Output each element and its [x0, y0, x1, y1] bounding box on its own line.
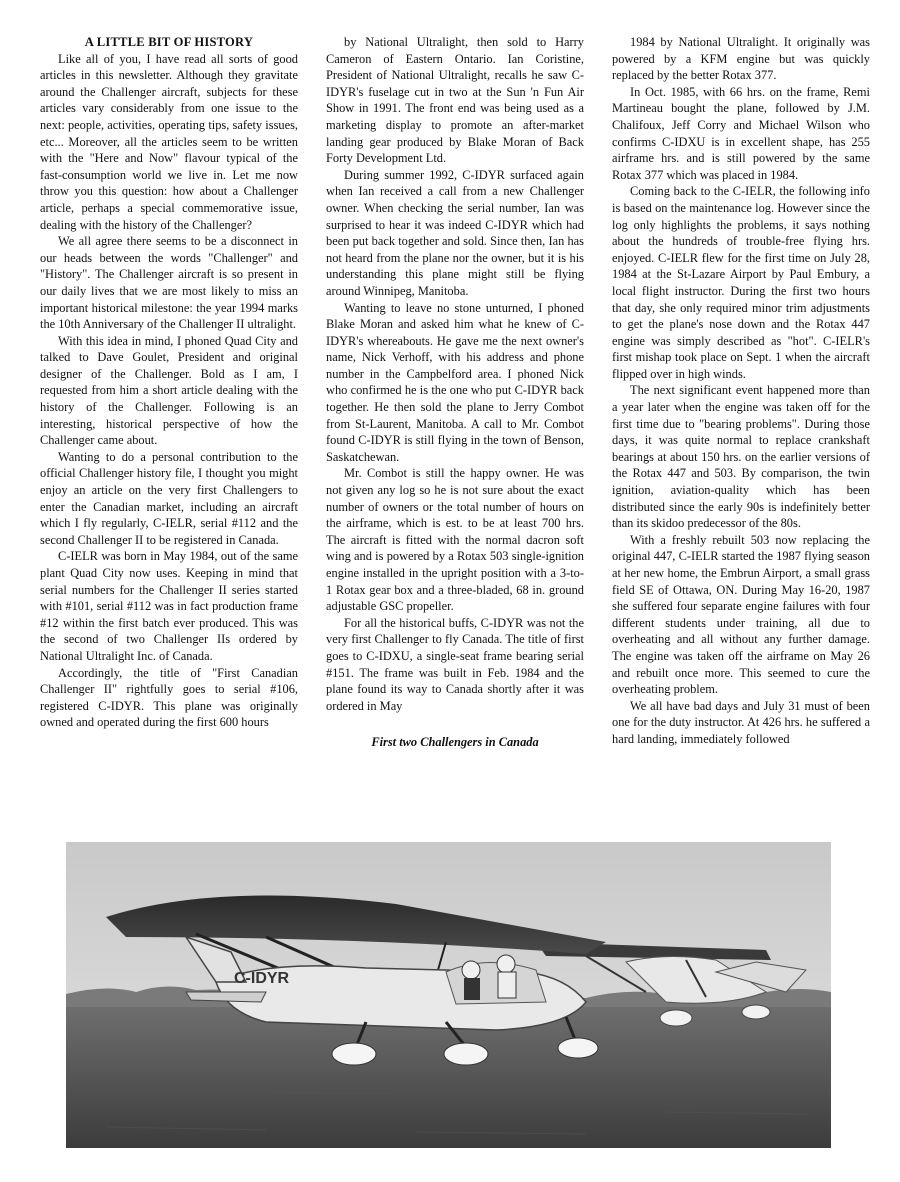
article-column-2 [326, 34, 584, 751]
article-column-1 [40, 34, 298, 731]
photo-caption: First two Challengers in Canada [371, 735, 539, 750]
paragraph: With this idea in mind, I phoned Quad City and talked to Dave Goulet, President and original designer of the Challenger. Bold as I am, I requested from him a short article dealing with the history of the Challenger. Following is an interesting, historical perspective of how the Challenger came about. [40, 333, 298, 448]
paragraph: Mr. Combot is still the happy owner. He was not given any log so he is not sure about the exact number of owners or the total number of hours on the airframe, which is est. to be at least 700 hrs. The aircraft is fitted with the normal dacron soft wing and is powered by a Rotax 503 single-ignition engine installed in the upright position with a 3-to-1 Rotax gear box and a three-bladed, 68 in. ground adjustable GSC propeller. [326, 466, 584, 614]
paragraph: Wanting to leave no stone unturned, I phoned Blake Moran and asked him what he knew of C-IDYR's whereabouts. He gave me the next owner's name, Nick Verhoff, with his address and phone number in the Campbelford area. I phoned Nick who confirmed he is the one who put C-IDYR back together. He then sold the plane to Jerry Combot from St-Laurent, Manitoba. A call to Mr. Combot found C-IDYR is still flying in the town of Benson, Saskatchewan. [326, 300, 584, 464]
paragraph: We all agree there seems to be a disconnect in our heads between the words "Challenger" and "History". The Challenger aircraft is so present in our daily lives that we are most likely to miss an important historical milestone: the year 1994 marks the 10th Anniversary of the Challenger II ultralight. [40, 234, 298, 332]
paragraph: C-IELR was born in May 1984, out of the same plant Quad City now uses. Keeping in mind that serial numbers for the Challenger II series started with #101, serial #112 was in fact production frame #12 within the first batch ever produced. This was the second of two Challenger IIs ordered by National Ultralight Inc. of Canada. [40, 549, 298, 663]
paragraph: by National Ultralight, then sold to Harry Cameron of Eastern Ontario. Ian Coristine, President of National Ultralight, recalls he saw C-IDYR's fuselage cut in two at the Sun 'n Fun Air Show in 1991. The front end was being used as a marketing display to promote an after-market landing gear produced by Blake Moran of Back Forty Development Ltd. [326, 35, 584, 166]
paragraph: The next significant event happened more than a year later when the engine was taken off for the first time due to "bearing problems". During those days, it was quite normal to replace crankshaft bearings at about 150 hrs. on the earlier versions of the Rotax 447 and 503. By comparison, the twin ignition, aviation-quality which has been distributed since the early 90s is indefinitely better than its skidoo predecessor of the 80s. [612, 383, 870, 531]
paragraph: 1984 by National Ultralight. It originally was powered by a KFM engine but was quickly replaced by the better Rotax 377. [612, 35, 870, 83]
article-column-3 [612, 34, 870, 748]
challenger-aircraft-photo [66, 842, 831, 1148]
paragraph: During summer 1992, C-IDYR surfaced again when Ian received a call from a new Challenger owner. When checking the serial number, Ian was surprised to hear it was indeed C-IDYR which had been put back together and sold. Since then, Ian has not heard from the plane nor the owner, but it is his understanding this plane might still be flying around Winnipeg, Manitoba. [326, 167, 584, 298]
paragraph: Coming back to the C-IELR, the following info is based on the maintenance log. However since the log only highlights the problems, it says nothing about the hundreds of trouble-free flying hrs. enjoyed. C-IELR flew for the first time on July 28, 1984 at the St-Lazare Airport by Paul Embury, a local flight instructor. During the first two hours that day, she only required minor trim adjustments to get the plane's nose down and the Rotax 447 engine was simply described as "hot". C-IELR's first mishap took place on Sept. 1 when the aircraft flipped over in high winds. [612, 184, 870, 381]
paragraph: We all have bad days and July 31 must of been one for the duty instructor. At 426 hrs. he suffered a hard landing, immediately followed [612, 698, 870, 746]
paragraph: With a freshly rebuilt 503 now replacing the original 447, C-IELR started the 1987 flying season at her new home, the Embrun Airport, a small grass field SE of Ottawa, ON. During May 16-20, 1987 she suffered four separate engine failures with four different students under training, all due to overheating and all without any further damage. The engine was taken off the airframe on May 26 and rebuilt once more. This seemed to cure the overheating problem. [612, 532, 870, 697]
registration-marking: C-IDYR [234, 970, 290, 987]
paragraph: In Oct. 1985, with 66 hrs. on the frame, Remi Martineau bought the plane, followed by J.M. Chalifoux, Jeff Corry and Michael Wilson who confirms C-IDXU is in excellent shape, has 255 airframe hrs. and is still powered by the same Rotax 377 which was placed in 1984. [612, 84, 870, 182]
paragraph: Like all of you, I have read all sorts of good articles in this newsletter. Although they gravitate around the Challenger aircraft, subjects for these articles vary considerably from one issue to the next: people, activities, operating tips, safety issues, etc... Moreover, all the articles seem to be written with the "Here and Now" flavour typical of the fast-consumption world we live in. Let me now throw you this question: how about a Challenger article, perhaps a special commemorative issue, dealing with the history of the Challenger? [40, 51, 298, 232]
paragraph: For all the historical buffs, C-IDYR was not the very first Challenger to fly Canada. The title of first goes to C-IDXU, a single-seat frame bearing serial #151. The frame was built in Feb. 1984 and the plane found its way to Canada shortly after it was ordered in May [326, 615, 584, 713]
paragraph: Accordingly, the title of "First Canadian Challenger II" rightfully goes to serial #106, registered C-IDYR. This plane was originally owned and operated during the first 600 hours [40, 665, 298, 730]
paragraph: Wanting to do a personal contribution to the official Challenger history file, I thought you might enjoy an article on the very first Challengers to enter the Canadian market, including an aircraft which I fly regularly, C-IELR, serial #112 and the second Challenger II to be registered in Canada. [40, 449, 298, 547]
article-title: A LITTLE BIT OF HISTORY [84, 35, 254, 49]
